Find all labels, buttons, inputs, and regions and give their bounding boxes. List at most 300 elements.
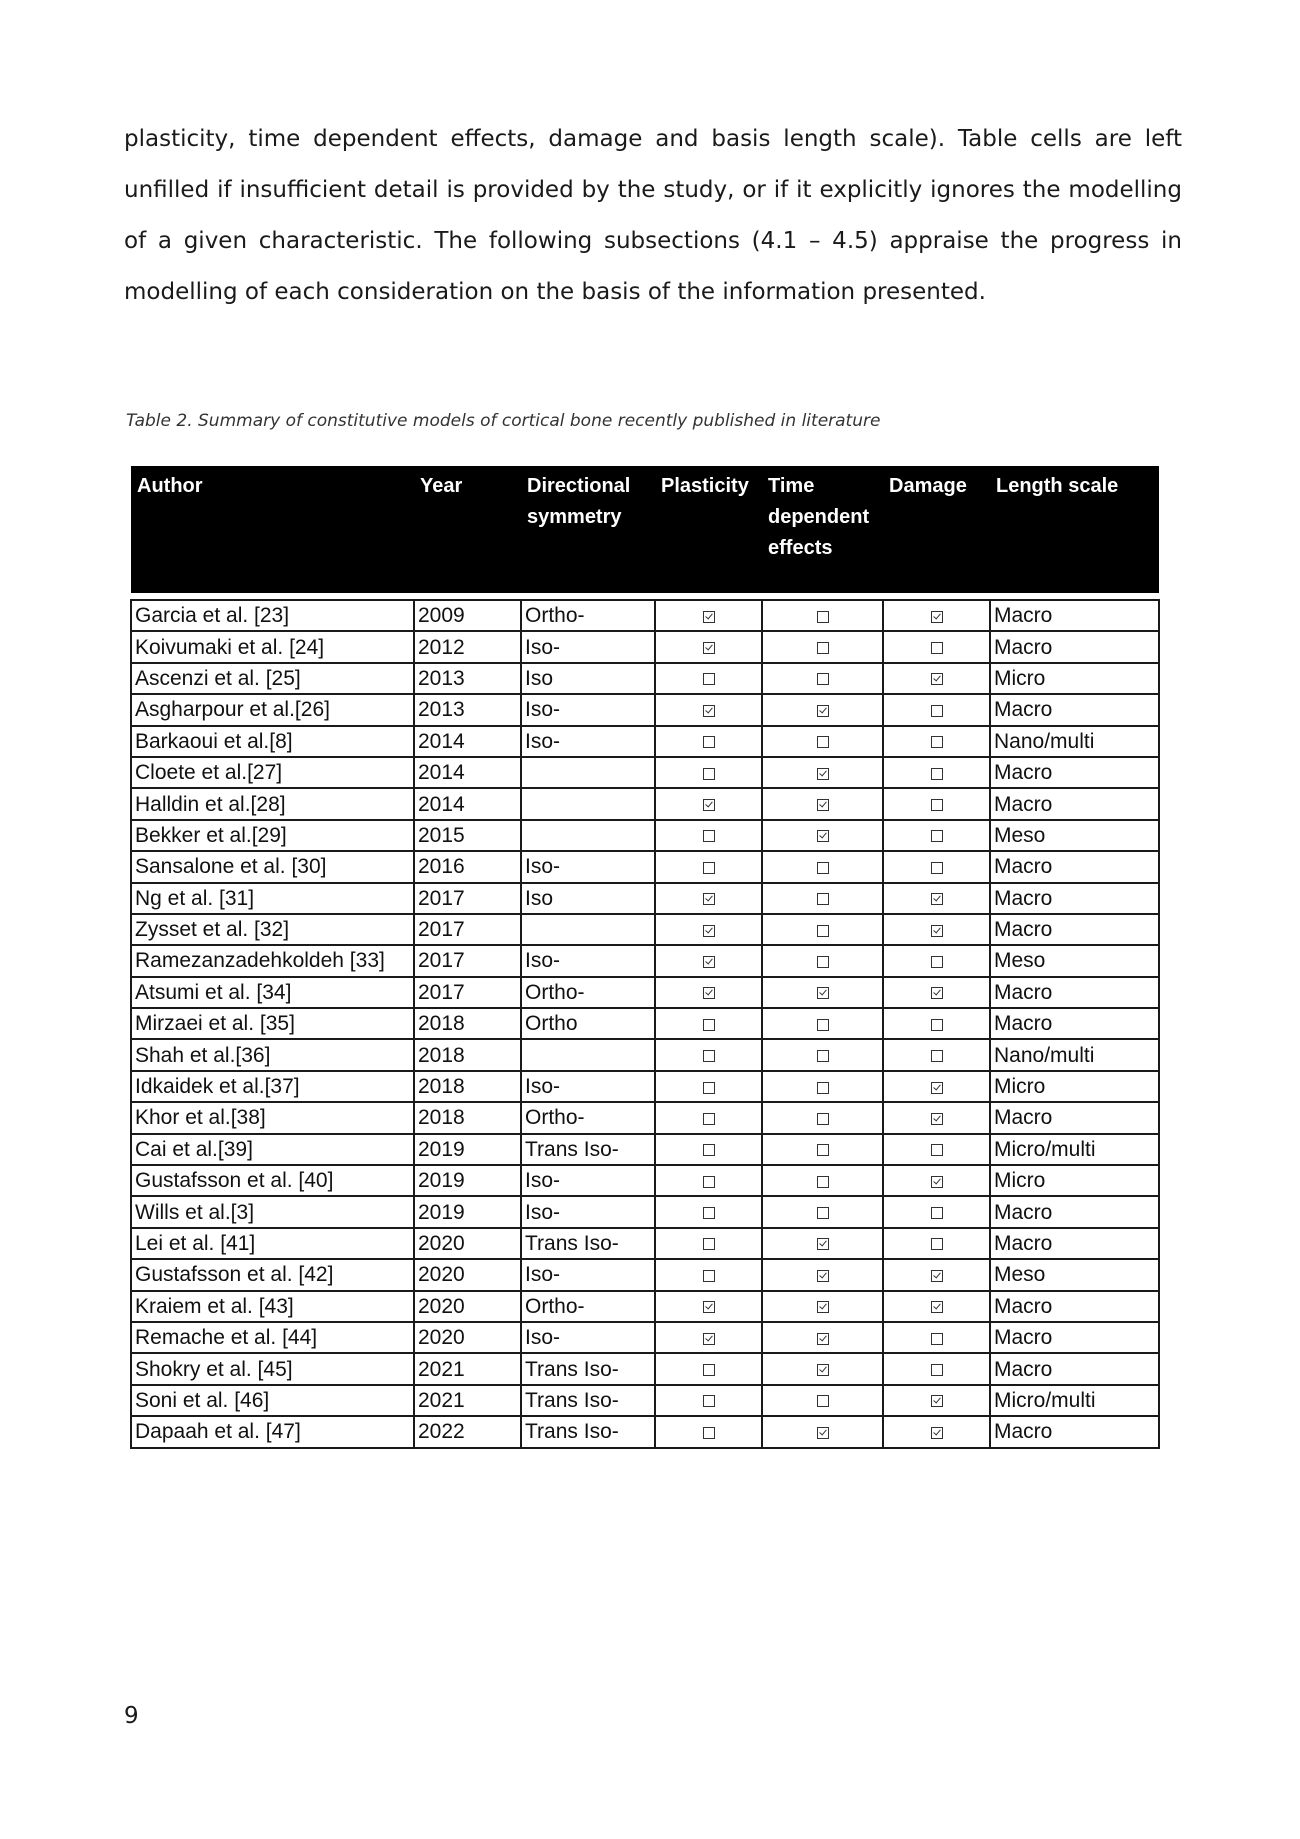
- unchecked-box-icon: [817, 642, 829, 654]
- cell-length-scale: Micro: [990, 663, 1159, 694]
- cell-year: 2020: [414, 1228, 521, 1259]
- cell-length-scale: Nano/multi: [990, 726, 1159, 757]
- summary-table: [130, 466, 1160, 1449]
- table-row: [131, 1071, 1159, 1102]
- cell-time-dependent-effects: [762, 1385, 883, 1416]
- unchecked-box-icon: [703, 1176, 715, 1188]
- table-caption: Table 2. Summary of constitutive models of cortical bone recently published in literature: [126, 411, 881, 431]
- cell-length-scale: Macro: [990, 1008, 1159, 1039]
- cell-damage: [883, 1416, 990, 1447]
- cell-time-dependent-effects: [762, 1353, 883, 1384]
- table-row: [131, 600, 1159, 631]
- cell-author: Ng et al. [31]: [131, 883, 414, 914]
- checked-box-icon: [703, 1333, 715, 1345]
- cell-damage: [883, 1322, 990, 1353]
- unchecked-box-icon: [817, 1113, 829, 1125]
- table-row: [131, 788, 1159, 819]
- cell-damage: [883, 757, 990, 788]
- header-directional-symmetry: Directional symmetry: [527, 475, 631, 528]
- checked-box-icon: [703, 799, 715, 811]
- cell-time-dependent-effects: [762, 1291, 883, 1322]
- cell-plasticity: [655, 1259, 762, 1290]
- cell-damage: [883, 1385, 990, 1416]
- cell-time-dependent-effects: [762, 757, 883, 788]
- cell-time-dependent-effects: [762, 600, 883, 631]
- cell-length-scale: Macro: [990, 757, 1159, 788]
- cell-author: Mirzaei et al. [35]: [131, 1008, 414, 1039]
- cell-directional-symmetry: [521, 757, 655, 788]
- cell-author: Bekker et al.[29]: [131, 820, 414, 851]
- table-row: [131, 1385, 1159, 1416]
- cell-directional-symmetry: Iso-: [521, 1196, 655, 1227]
- cell-length-scale: Meso: [990, 945, 1159, 976]
- cell-year: 2014: [414, 726, 521, 757]
- cell-time-dependent-effects: [762, 1322, 883, 1353]
- table-row: [131, 1416, 1159, 1447]
- checked-box-icon: [931, 1301, 943, 1313]
- table-row: [131, 1008, 1159, 1039]
- cell-plasticity: [655, 1196, 762, 1227]
- table-row: [131, 914, 1159, 945]
- unchecked-box-icon: [931, 799, 943, 811]
- checked-box-icon: [817, 799, 829, 811]
- checked-box-icon: [817, 1301, 829, 1313]
- header-year: Year: [420, 475, 463, 497]
- cell-time-dependent-effects: [762, 1008, 883, 1039]
- unchecked-box-icon: [817, 736, 829, 748]
- unchecked-box-icon: [931, 956, 943, 968]
- cell-directional-symmetry: Trans Iso-: [521, 1416, 655, 1447]
- cell-directional-symmetry: Ortho: [521, 1008, 655, 1039]
- cell-plasticity: [655, 1322, 762, 1353]
- cell-directional-symmetry: Ortho-: [521, 1102, 655, 1133]
- cell-directional-symmetry: Trans Iso-: [521, 1228, 655, 1259]
- unchecked-box-icon: [931, 768, 943, 780]
- cell-plasticity: [655, 663, 762, 694]
- cell-author: Cai et al.[39]: [131, 1134, 414, 1165]
- checked-box-icon: [931, 1113, 943, 1125]
- cell-plasticity: [655, 1165, 762, 1196]
- checked-box-icon: [931, 893, 943, 905]
- cell-length-scale: Macro: [990, 694, 1159, 725]
- cell-length-scale: Macro: [990, 883, 1159, 914]
- unchecked-box-icon: [703, 1207, 715, 1219]
- unchecked-box-icon: [817, 1395, 829, 1407]
- unchecked-box-icon: [703, 1144, 715, 1156]
- unchecked-box-icon: [703, 1364, 715, 1376]
- cell-plasticity: [655, 726, 762, 757]
- cell-time-dependent-effects: [762, 883, 883, 914]
- cell-time-dependent-effects: [762, 663, 883, 694]
- body-paragraph: plasticity, time dependent effects, damage and basis length scale). Table cells are left unfilled if insufficient detail is provided by the study, or if it explicitly ignores the modelling of a given characteristic. The following subsections (4.1 – 4.5) appraise the progress in modelling of each consideration on the basis of the information presented.: [124, 126, 1182, 305]
- cell-directional-symmetry: Iso-: [521, 945, 655, 976]
- cell-time-dependent-effects: [762, 1134, 883, 1165]
- cell-directional-symmetry: Ortho-: [521, 600, 655, 631]
- unchecked-box-icon: [817, 1144, 829, 1156]
- unchecked-box-icon: [817, 956, 829, 968]
- cell-damage: [883, 1259, 990, 1290]
- unchecked-box-icon: [931, 1207, 943, 1219]
- cell-year: 2018: [414, 1008, 521, 1039]
- cell-damage: [883, 851, 990, 882]
- cell-author: Remache et al. [44]: [131, 1322, 414, 1353]
- cell-author: Zysset et al. [32]: [131, 914, 414, 945]
- cell-directional-symmetry: Iso: [521, 883, 655, 914]
- cell-year: 2021: [414, 1353, 521, 1384]
- table-row: [131, 663, 1159, 694]
- cell-author: Shah et al.[36]: [131, 1039, 414, 1070]
- cell-plasticity: [655, 1071, 762, 1102]
- cell-author: Shokry et al. [45]: [131, 1353, 414, 1384]
- cell-directional-symmetry: Iso-: [521, 851, 655, 882]
- cell-plasticity: [655, 1228, 762, 1259]
- table-header: [131, 466, 1159, 593]
- cell-damage: [883, 600, 990, 631]
- cell-author: Wills et al.[3]: [131, 1196, 414, 1227]
- unchecked-box-icon: [817, 893, 829, 905]
- checked-box-icon: [703, 642, 715, 654]
- table-row: [131, 945, 1159, 976]
- table-row: [131, 851, 1159, 882]
- checked-box-icon: [817, 1333, 829, 1345]
- page-number: 9: [124, 1703, 139, 1729]
- unchecked-box-icon: [703, 830, 715, 842]
- cell-damage: [883, 788, 990, 819]
- unchecked-box-icon: [703, 673, 715, 685]
- cell-time-dependent-effects: [762, 1416, 883, 1447]
- cell-length-scale: Micro: [990, 1071, 1159, 1102]
- cell-directional-symmetry: Trans Iso-: [521, 1353, 655, 1384]
- cell-time-dependent-effects: [762, 945, 883, 976]
- checked-box-icon: [931, 1270, 943, 1282]
- cell-author: Idkaidek et al.[37]: [131, 1071, 414, 1102]
- cell-length-scale: Macro: [990, 1291, 1159, 1322]
- cell-year: 2015: [414, 820, 521, 851]
- cell-year: 2014: [414, 788, 521, 819]
- checked-box-icon: [703, 1301, 715, 1313]
- cell-damage: [883, 631, 990, 662]
- unchecked-box-icon: [817, 1050, 829, 1062]
- cell-length-scale: Macro: [990, 1228, 1159, 1259]
- table-row: [131, 631, 1159, 662]
- cell-year: 2020: [414, 1322, 521, 1353]
- cell-length-scale: Macro: [990, 1353, 1159, 1384]
- unchecked-box-icon: [703, 1238, 715, 1250]
- unchecked-box-icon: [817, 925, 829, 937]
- unchecked-box-icon: [703, 768, 715, 780]
- header-author: Author: [137, 475, 203, 497]
- cell-damage: [883, 945, 990, 976]
- cell-damage: [883, 1228, 990, 1259]
- cell-damage: [883, 694, 990, 725]
- cell-year: 2019: [414, 1196, 521, 1227]
- checked-box-icon: [817, 768, 829, 780]
- cell-author: Garcia et al. [23]: [131, 600, 414, 631]
- checked-box-icon: [931, 1176, 943, 1188]
- cell-time-dependent-effects: [762, 1165, 883, 1196]
- cell-author: Kraiem et al. [43]: [131, 1291, 414, 1322]
- unchecked-box-icon: [931, 1050, 943, 1062]
- cell-length-scale: Macro: [990, 631, 1159, 662]
- header-damage: Damage: [889, 475, 967, 497]
- cell-plasticity: [655, 1291, 762, 1322]
- checked-box-icon: [931, 1082, 943, 1094]
- unchecked-box-icon: [703, 1082, 715, 1094]
- checked-box-icon: [931, 987, 943, 999]
- cell-author: Halldin et al.[28]: [131, 788, 414, 819]
- cell-time-dependent-effects: [762, 820, 883, 851]
- cell-plasticity: [655, 1102, 762, 1133]
- checked-box-icon: [703, 987, 715, 999]
- cell-author: Khor et al.[38]: [131, 1102, 414, 1133]
- cell-plasticity: [655, 1008, 762, 1039]
- cell-year: 2018: [414, 1039, 521, 1070]
- cell-length-scale: Macro: [990, 1102, 1159, 1133]
- cell-time-dependent-effects: [762, 1228, 883, 1259]
- cell-directional-symmetry: Ortho-: [521, 977, 655, 1008]
- cell-plasticity: [655, 820, 762, 851]
- cell-plasticity: [655, 977, 762, 1008]
- cell-length-scale: Macro: [990, 914, 1159, 945]
- cell-year: 2017: [414, 945, 521, 976]
- unchecked-box-icon: [703, 1019, 715, 1031]
- cell-year: 2019: [414, 1134, 521, 1165]
- cell-author: Cloete et al.[27]: [131, 757, 414, 788]
- checked-box-icon: [703, 893, 715, 905]
- cell-time-dependent-effects: [762, 631, 883, 662]
- cell-damage: [883, 1102, 990, 1133]
- cell-author: Atsumi et al. [34]: [131, 977, 414, 1008]
- cell-directional-symmetry: Iso-: [521, 694, 655, 725]
- cell-damage: [883, 1071, 990, 1102]
- cell-year: 2013: [414, 694, 521, 725]
- cell-year: 2016: [414, 851, 521, 882]
- cell-directional-symmetry: Iso-: [521, 1322, 655, 1353]
- unchecked-box-icon: [703, 862, 715, 874]
- cell-author: Ramezanzadehkoldeh [33]: [131, 945, 414, 976]
- cell-length-scale: Macro: [990, 1416, 1159, 1447]
- checked-box-icon: [931, 1427, 943, 1439]
- cell-directional-symmetry: Trans Iso-: [521, 1134, 655, 1165]
- cell-damage: [883, 883, 990, 914]
- table-row: [131, 1134, 1159, 1165]
- cell-time-dependent-effects: [762, 914, 883, 945]
- checked-box-icon: [817, 1427, 829, 1439]
- cell-plasticity: [655, 694, 762, 725]
- cell-directional-symmetry: Iso-: [521, 726, 655, 757]
- cell-year: 2020: [414, 1259, 521, 1290]
- cell-year: 2009: [414, 600, 521, 631]
- unchecked-box-icon: [931, 862, 943, 874]
- checked-box-icon: [817, 1238, 829, 1250]
- cell-time-dependent-effects: [762, 726, 883, 757]
- checked-box-icon: [703, 705, 715, 717]
- cell-year: 2017: [414, 883, 521, 914]
- cell-length-scale: Macro: [990, 600, 1159, 631]
- cell-plasticity: [655, 600, 762, 631]
- unchecked-box-icon: [931, 1144, 943, 1156]
- cell-length-scale: Micro: [990, 1165, 1159, 1196]
- cell-damage: [883, 1165, 990, 1196]
- cell-directional-symmetry: Iso: [521, 663, 655, 694]
- table-row: [131, 1353, 1159, 1384]
- cell-directional-symmetry: Ortho-: [521, 1291, 655, 1322]
- cell-length-scale: Macro: [990, 1196, 1159, 1227]
- table-row: [131, 883, 1159, 914]
- table-row: [131, 694, 1159, 725]
- table-row: [131, 1102, 1159, 1133]
- cell-damage: [883, 1353, 990, 1384]
- cell-time-dependent-effects: [762, 1196, 883, 1227]
- cell-length-scale: Micro/multi: [990, 1385, 1159, 1416]
- checked-box-icon: [817, 1364, 829, 1376]
- cell-author: Dapaah et al. [47]: [131, 1416, 414, 1447]
- table-body: [131, 600, 1159, 1448]
- cell-length-scale: Macro: [990, 977, 1159, 1008]
- table-row: [131, 1291, 1159, 1322]
- cell-plasticity: [655, 883, 762, 914]
- table-row: [131, 757, 1159, 788]
- cell-damage: [883, 977, 990, 1008]
- unchecked-box-icon: [931, 1364, 943, 1376]
- cell-year: 2012: [414, 631, 521, 662]
- cell-plasticity: [655, 851, 762, 882]
- cell-damage: [883, 1196, 990, 1227]
- cell-length-scale: Macro: [990, 1322, 1159, 1353]
- cell-year: 2017: [414, 914, 521, 945]
- table-row: [131, 1039, 1159, 1070]
- checked-box-icon: [703, 925, 715, 937]
- cell-damage: [883, 1291, 990, 1322]
- header-time-dependent-effects: Time dependent effects: [768, 475, 870, 559]
- unchecked-box-icon: [703, 1050, 715, 1062]
- unchecked-box-icon: [703, 1113, 715, 1125]
- cell-year: 2014: [414, 757, 521, 788]
- cell-year: 2022: [414, 1416, 521, 1447]
- cell-time-dependent-effects: [762, 694, 883, 725]
- cell-time-dependent-effects: [762, 1071, 883, 1102]
- cell-damage: [883, 1039, 990, 1070]
- unchecked-box-icon: [931, 642, 943, 654]
- header-length-scale: Length scale: [996, 475, 1119, 497]
- cell-damage: [883, 663, 990, 694]
- unchecked-box-icon: [703, 736, 715, 748]
- cell-author: Gustafsson et al. [42]: [131, 1259, 414, 1290]
- table-row: [131, 726, 1159, 757]
- checked-box-icon: [931, 1395, 943, 1407]
- cell-plasticity: [655, 945, 762, 976]
- cell-plasticity: [655, 631, 762, 662]
- unchecked-box-icon: [817, 862, 829, 874]
- cell-directional-symmetry: Iso-: [521, 1259, 655, 1290]
- cell-length-scale: Macro: [990, 851, 1159, 882]
- checked-box-icon: [703, 611, 715, 623]
- unchecked-box-icon: [817, 1082, 829, 1094]
- cell-year: 2019: [414, 1165, 521, 1196]
- checked-box-icon: [931, 673, 943, 685]
- cell-plasticity: [655, 1385, 762, 1416]
- cell-year: 2021: [414, 1385, 521, 1416]
- cell-length-scale: Micro/multi: [990, 1134, 1159, 1165]
- cell-length-scale: Macro: [990, 788, 1159, 819]
- unchecked-box-icon: [817, 1176, 829, 1188]
- checked-box-icon: [931, 925, 943, 937]
- table-row: [131, 1165, 1159, 1196]
- cell-year: 2018: [414, 1071, 521, 1102]
- unchecked-box-icon: [703, 1270, 715, 1282]
- cell-directional-symmetry: [521, 788, 655, 819]
- unchecked-box-icon: [931, 830, 943, 842]
- cell-plasticity: [655, 788, 762, 819]
- table-row: [131, 977, 1159, 1008]
- checked-box-icon: [817, 987, 829, 999]
- checked-box-icon: [703, 956, 715, 968]
- cell-author: Lei et al. [41]: [131, 1228, 414, 1259]
- cell-directional-symmetry: Iso-: [521, 631, 655, 662]
- table-row: [131, 1259, 1159, 1290]
- cell-directional-symmetry: [521, 820, 655, 851]
- cell-year: 2020: [414, 1291, 521, 1322]
- unchecked-box-icon: [931, 1333, 943, 1345]
- unchecked-box-icon: [931, 705, 943, 717]
- cell-directional-symmetry: Iso-: [521, 1071, 655, 1102]
- cell-plasticity: [655, 1134, 762, 1165]
- cell-time-dependent-effects: [762, 977, 883, 1008]
- cell-length-scale: Nano/multi: [990, 1039, 1159, 1070]
- unchecked-box-icon: [817, 673, 829, 685]
- cell-author: Ascenzi et al. [25]: [131, 663, 414, 694]
- table-row: [131, 1196, 1159, 1227]
- cell-plasticity: [655, 1416, 762, 1447]
- unchecked-box-icon: [931, 1019, 943, 1031]
- cell-plasticity: [655, 1039, 762, 1070]
- cell-time-dependent-effects: [762, 1039, 883, 1070]
- cell-damage: [883, 726, 990, 757]
- checked-box-icon: [931, 611, 943, 623]
- cell-directional-symmetry: [521, 1039, 655, 1070]
- cell-directional-symmetry: Iso-: [521, 1165, 655, 1196]
- unchecked-box-icon: [703, 1395, 715, 1407]
- unchecked-box-icon: [931, 1238, 943, 1250]
- cell-plasticity: [655, 757, 762, 788]
- unchecked-box-icon: [703, 1427, 715, 1439]
- unchecked-box-icon: [817, 1207, 829, 1219]
- cell-length-scale: Meso: [990, 820, 1159, 851]
- cell-damage: [883, 820, 990, 851]
- cell-author: Sansalone et al. [30]: [131, 851, 414, 882]
- cell-time-dependent-effects: [762, 1259, 883, 1290]
- cell-damage: [883, 914, 990, 945]
- header-plasticity: Plasticity: [661, 475, 749, 497]
- cell-year: 2018: [414, 1102, 521, 1133]
- table-row: [131, 820, 1159, 851]
- cell-author: Soni et al. [46]: [131, 1385, 414, 1416]
- cell-plasticity: [655, 914, 762, 945]
- unchecked-box-icon: [931, 736, 943, 748]
- cell-time-dependent-effects: [762, 851, 883, 882]
- unchecked-box-icon: [817, 1019, 829, 1031]
- checked-box-icon: [817, 1270, 829, 1282]
- cell-author: Asgharpour et al.[26]: [131, 694, 414, 725]
- cell-time-dependent-effects: [762, 788, 883, 819]
- cell-author: Barkaoui et al.[8]: [131, 726, 414, 757]
- cell-damage: [883, 1134, 990, 1165]
- checked-box-icon: [817, 705, 829, 717]
- cell-year: 2013: [414, 663, 521, 694]
- cell-length-scale: Meso: [990, 1259, 1159, 1290]
- cell-time-dependent-effects: [762, 1102, 883, 1133]
- checked-box-icon: [817, 830, 829, 842]
